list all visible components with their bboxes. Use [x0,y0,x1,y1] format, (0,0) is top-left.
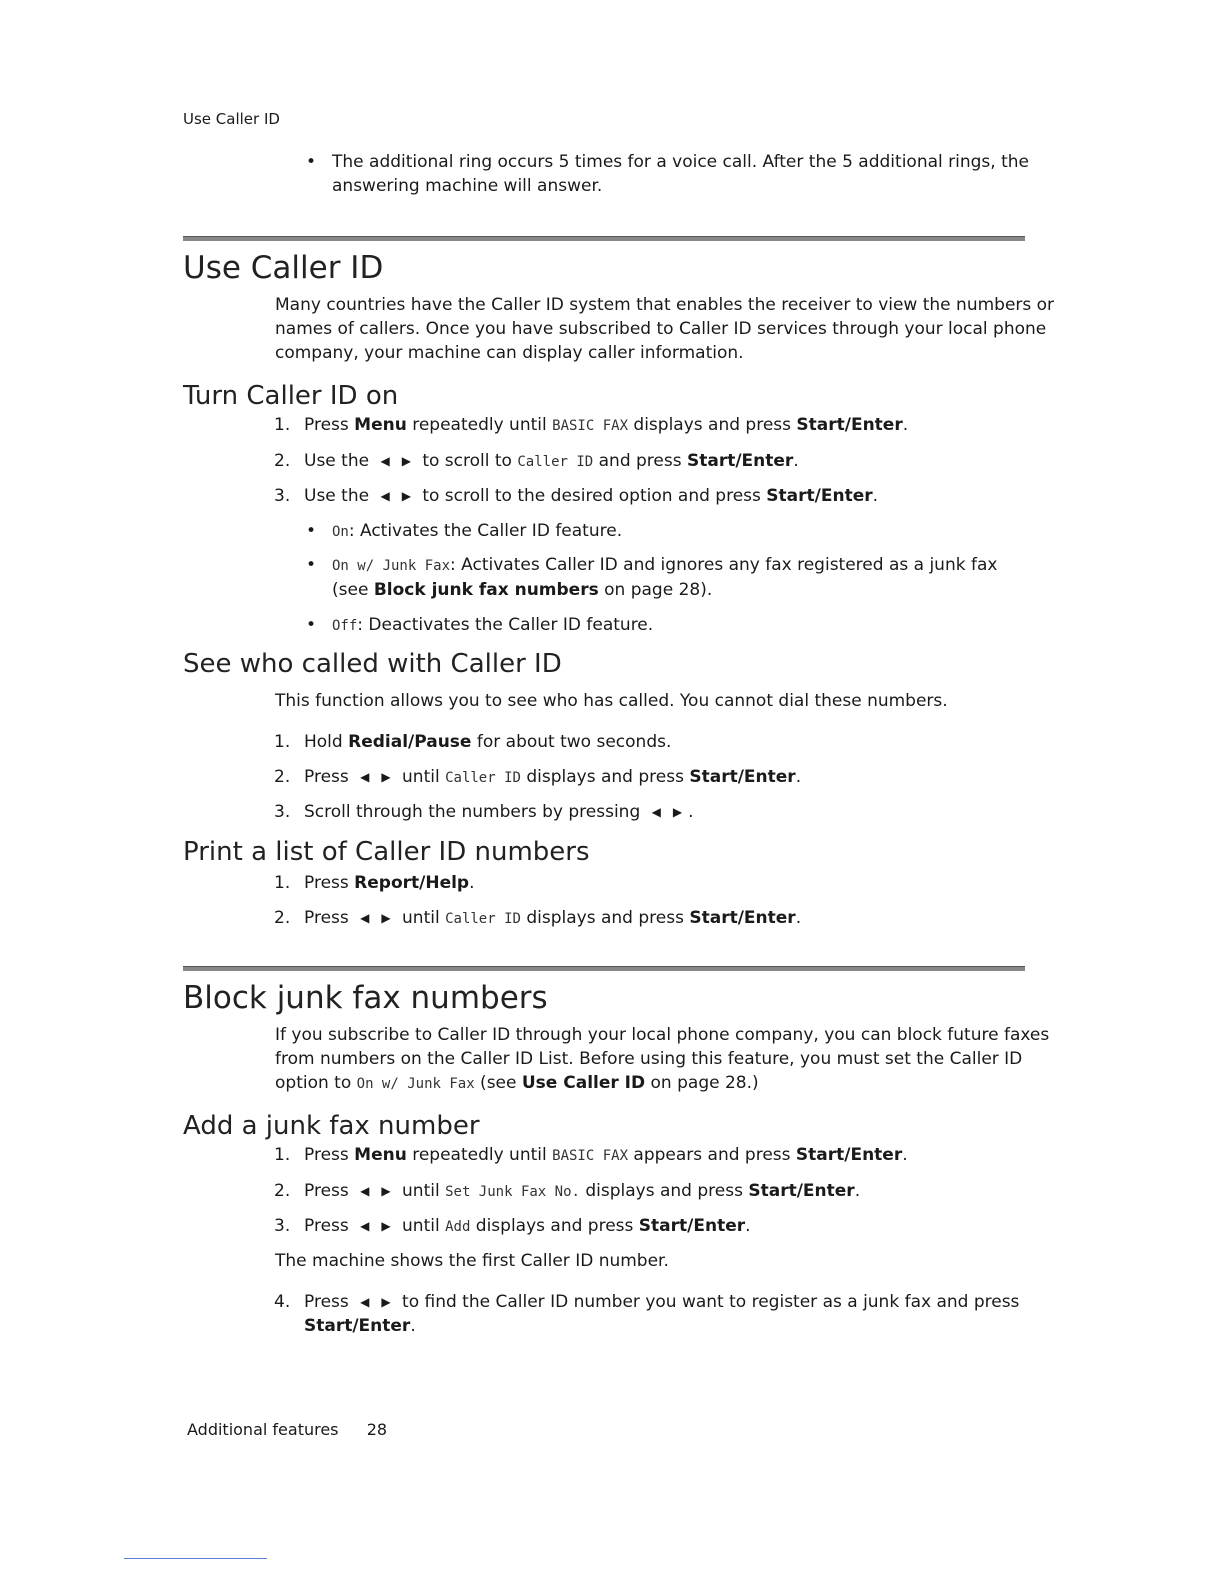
left-arrow-icon: ◀ [380,454,390,468]
bullet-icon: • [306,555,317,575]
right-arrow-icon: ▶ [401,454,411,468]
intro-bullet [306,150,1029,198]
intro-bullet-line2: answering machine will answer. [332,176,603,196]
bullet-icon: • [306,152,317,172]
left-arrow-icon: ◀ [360,1295,370,1309]
subsection-title-print-list: Print a list of Caller ID numbers [183,837,590,867]
left-arrow-icon: ◀ [360,1219,370,1233]
see-who-desc: This function allows you to see who has called. You cannot dial these numbers. [275,691,948,711]
use-caller-id-intro: Many countries have the Caller ID system that enables the receiver to view the numbers or names of callers. Once you have subscribed to Caller ID services through your local phone company, your machine can display caller information. [275,295,1055,363]
bullet-icon: • [306,615,317,635]
right-arrow-icon: ▶ [381,911,391,925]
subsection-title-turn-on: Turn Caller ID on [183,381,399,411]
menu-key-label: Menu [354,415,407,435]
bottom-edge-line [124,1558,267,1559]
footer-section-name: Additional features [187,1420,339,1439]
block-junk-intro: If you subscribe to Caller ID through your local phone company, you can block future faxes from numbers on the Caller ID List. Before using this feature, you must set the Caller ID option to On w/ Junk Fax (see Use Caller ID on page 28.) [275,1025,1050,1093]
display-text: BASIC FAX [552,418,628,434]
section-title-block-junk-fax: Block junk fax numbers [183,980,548,1016]
start-enter-key-label: Start/Enter [796,415,903,435]
report-help-key-label: Report/Help [354,873,470,893]
running-header: Use Caller ID [183,110,280,128]
left-arrow-icon: ◀ [380,489,390,503]
subsection-title-see-who-called: See who called with Caller ID [183,649,562,679]
section-divider [183,966,1025,971]
see-who-step-2: 2. Press ◀ ▶ until Caller ID displays and press Start/Enter. [274,767,802,787]
page-number: 28 [366,1420,388,1439]
add-junk-step-1: 1. Press Menu repeatedly until BASIC FAX appears and press Start/Enter. [274,1145,908,1165]
print-list-step-2: 2. Press ◀ ▶ until Caller ID displays and press Start/Enter. [274,908,802,928]
add-junk-step-2: 2. Press ◀ ▶ until Set Junk Fax No. displays and press Start/Enter. [274,1181,861,1201]
bullet-icon: • [306,521,317,541]
option-off: • Off: Deactivates the Caller ID feature. [306,615,654,635]
add-junk-step-3: 3. Press ◀ ▶ until Add displays and press Start/Enter. [274,1216,751,1236]
right-arrow-icon: ▶ [672,805,683,819]
right-arrow-icon: ▶ [401,489,411,503]
page-footer [187,1420,387,1439]
left-arrow-icon: ◀ [360,770,370,784]
right-arrow-icon: ▶ [381,1184,391,1198]
option-on-junk-fax: • On w/ Junk Fax: Activates Caller ID and ignores any fax registered as a junk fax (see Block junk fax numbers on page 28). [306,555,998,600]
intro-bullet-line1: The additional ring occurs 5 times for a voice call. After the 5 additional rings, the [332,152,1029,172]
add-junk-step-4: 4. Press ◀ ▶ to find the Caller ID number you want to register as a junk fax and press Start/Enter. [274,1292,1020,1336]
turn-on-step-1: 1. Press Menu repeatedly until BASIC FAX displays and press Start/Enter. [274,415,909,435]
use-caller-id-reference: Use Caller ID [521,1073,646,1093]
option-on: • On: Activates the Caller ID feature. [306,521,623,541]
see-who-step-1: 1. Hold Redial/Pause for about two seconds. [274,732,672,752]
subsection-title-add-junk-fax: Add a junk fax number [183,1111,480,1141]
right-arrow-icon: ▶ [381,1295,391,1309]
redial-pause-key-label: Redial/Pause [348,732,472,752]
print-list-step-1: 1. Press Report/Help. [274,873,475,893]
add-junk-note: The machine shows the first Caller ID number. [275,1251,669,1271]
right-arrow-icon: ▶ [381,770,391,784]
see-who-step-3: 3. Scroll through the numbers by pressing ◀ ▶ . [274,802,694,822]
block-junk-fax-reference: Block junk fax numbers [373,580,599,600]
section-title-use-caller-id: Use Caller ID [183,250,384,286]
turn-on-step-3: 3. Use the ◀ ▶ to scroll to the desired option and press Start/Enter. [274,486,879,506]
section-divider [183,236,1025,241]
left-arrow-icon: ◀ [651,805,661,819]
left-arrow-icon: ◀ [360,911,370,925]
right-arrow-icon: ▶ [381,1219,391,1233]
turn-on-step-2: 2. Use the ◀ ▶ to scroll to Caller ID and press Start/Enter. [274,451,799,471]
left-arrow-icon: ◀ [360,1184,370,1198]
